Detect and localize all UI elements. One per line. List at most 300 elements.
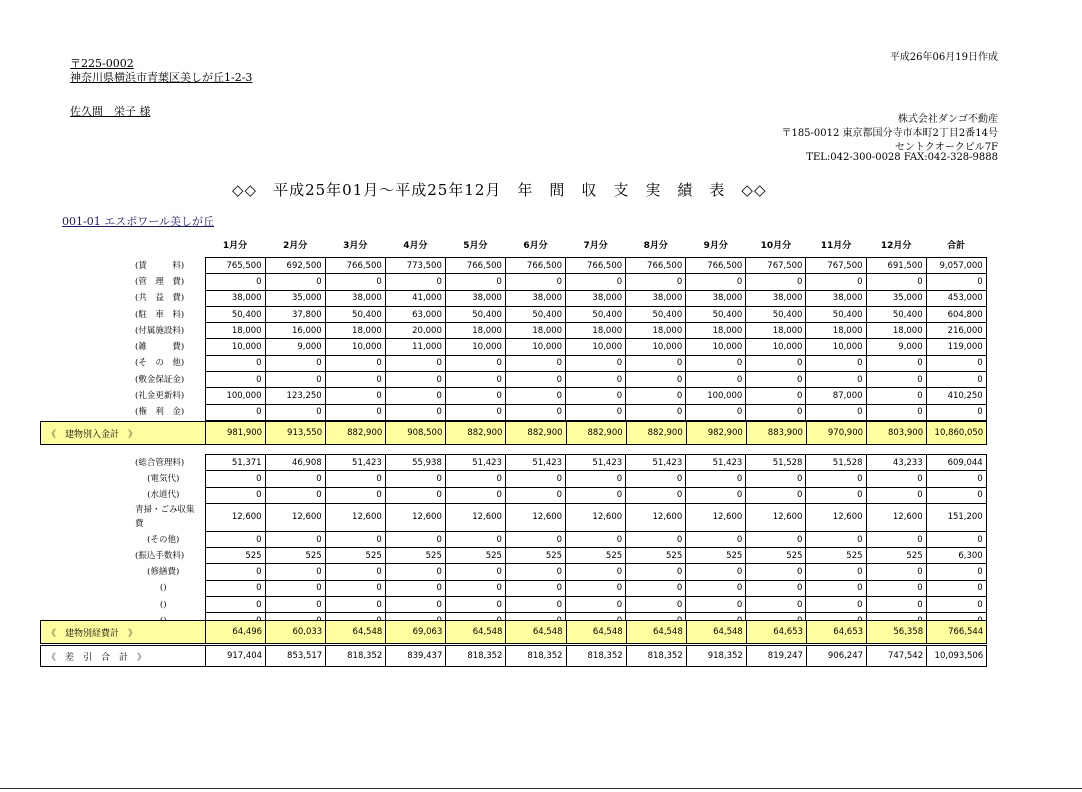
row-label: (共 益 費) — [135, 293, 185, 304]
value-cell: 18,000 — [746, 323, 806, 339]
value-cell: 12,600 — [866, 503, 926, 531]
report-title: ◇◇ 平成25年01月～平成25年12月 年 間 収 支 実 績 表 ◇◇ — [232, 181, 767, 199]
row-label: (電気代) — [147, 473, 180, 484]
value-cell: 0 — [445, 355, 505, 371]
value-cell: 0 — [866, 372, 926, 388]
value-cell: 0 — [445, 274, 505, 290]
value-cell: 18,000 — [325, 323, 385, 339]
table-row — [125, 487, 986, 503]
value-cell: 766,500 — [686, 258, 746, 274]
value-cell: 0 — [626, 274, 686, 290]
value-cell: 0 — [385, 531, 445, 547]
value-cell: 50,400 — [746, 306, 806, 322]
value-cell: 0 — [566, 274, 626, 290]
value-cell: 10,000 — [505, 339, 565, 355]
value-cell: 0 — [325, 531, 385, 547]
value-cell: 0 — [445, 580, 505, 596]
value-cell: 525 — [385, 548, 445, 564]
value-cell: 0 — [205, 597, 265, 613]
value-cell: 0 — [686, 404, 746, 420]
row-label: (権 利 金) — [135, 407, 185, 418]
value-cell: 151,200 — [926, 503, 986, 531]
value-cell: 12,600 — [445, 503, 505, 531]
value-cell: 100,000 — [205, 388, 265, 404]
table-row — [125, 531, 986, 547]
value-cell: 0 — [566, 471, 626, 487]
row-label: (総合管理料) — [135, 457, 185, 468]
value-cell: 0 — [686, 274, 746, 290]
total-value-cell: 56,358 — [867, 621, 927, 644]
value-cell: 51,528 — [746, 455, 806, 471]
table-row — [125, 471, 986, 487]
value-cell: 16,000 — [265, 323, 325, 339]
value-cell: 0 — [265, 404, 325, 420]
value-cell: 0 — [566, 355, 626, 371]
total-value-cell: 64,548 — [686, 621, 746, 644]
value-cell: 0 — [686, 372, 746, 388]
value-cell: 43,233 — [866, 455, 926, 471]
table-row — [125, 323, 986, 339]
value-cell: 0 — [746, 597, 806, 613]
value-cell: 0 — [505, 531, 565, 547]
value-cell: 0 — [566, 580, 626, 596]
total-value-cell: 818,352 — [446, 646, 506, 667]
table-row — [125, 339, 986, 355]
total-value-cell: 64,496 — [206, 621, 266, 644]
value-cell: 51,423 — [626, 455, 686, 471]
value-cell: 0 — [806, 355, 866, 371]
value-cell: 0 — [626, 597, 686, 613]
recipient-name: 佐久間 栄子 様 — [70, 105, 151, 118]
value-cell: 0 — [265, 580, 325, 596]
value-cell: 12,600 — [686, 503, 746, 531]
value-cell: 38,000 — [806, 290, 866, 306]
value-cell: 767,500 — [746, 258, 806, 274]
value-cell: 609,044 — [926, 455, 986, 471]
value-cell: 0 — [385, 274, 445, 290]
value-cell: 38,000 — [445, 290, 505, 306]
value-cell: 0 — [626, 564, 686, 580]
value-cell: 0 — [265, 372, 325, 388]
value-cell: 525 — [686, 548, 746, 564]
value-cell: 0 — [265, 274, 325, 290]
value-cell: 0 — [265, 471, 325, 487]
value-cell: 18,000 — [505, 323, 565, 339]
table-row — [125, 372, 986, 388]
row-label: (その他) — [147, 534, 180, 545]
value-cell: 38,000 — [746, 290, 806, 306]
value-cell: 0 — [566, 388, 626, 404]
row-label: (付属施設料) — [135, 325, 185, 336]
value-cell: 0 — [866, 597, 926, 613]
value-cell: 0 — [566, 372, 626, 388]
value-cell: 46,908 — [265, 455, 325, 471]
total-value-cell: 839,437 — [386, 646, 446, 667]
expense-total-row — [40, 620, 987, 644]
value-cell: 0 — [325, 372, 385, 388]
table-row — [125, 564, 986, 580]
value-cell: 0 — [626, 487, 686, 503]
value-cell: 691,500 — [866, 258, 926, 274]
row-label: (そ の 他) — [135, 358, 185, 369]
value-cell: 50,400 — [686, 306, 746, 322]
value-cell: 0 — [866, 531, 926, 547]
total-value-cell: 917,404 — [206, 646, 266, 667]
company-building: セントクオークビル7F — [894, 142, 998, 153]
total-label: 《 差 引 合 計 》 — [41, 646, 206, 667]
value-cell: 0 — [626, 372, 686, 388]
table-row — [125, 290, 986, 306]
value-cell: 18,000 — [205, 323, 265, 339]
value-cell: 0 — [265, 487, 325, 503]
total-value-cell: 803,900 — [867, 422, 927, 445]
total-value-cell: 853,517 — [266, 646, 326, 667]
value-cell: 50,400 — [505, 306, 565, 322]
value-cell: 0 — [566, 487, 626, 503]
value-cell: 50,400 — [806, 306, 866, 322]
value-cell: 0 — [746, 372, 806, 388]
value-cell: 0 — [566, 531, 626, 547]
value-cell: 0 — [626, 531, 686, 547]
page-bottom-line — [0, 788, 1082, 789]
total-value-cell: 982,900 — [686, 422, 746, 445]
total-value-cell: 882,900 — [446, 422, 506, 445]
value-cell: 0 — [325, 564, 385, 580]
value-cell: 51,423 — [566, 455, 626, 471]
value-cell: 0 — [626, 355, 686, 371]
value-cell: 0 — [385, 580, 445, 596]
total-value-cell: 64,548 — [446, 621, 506, 644]
value-cell: 0 — [746, 580, 806, 596]
value-cell: 0 — [205, 471, 265, 487]
value-cell: 0 — [505, 355, 565, 371]
date-created: 平成26年06月19日作成 — [889, 52, 998, 63]
value-cell: 0 — [265, 564, 325, 580]
net-total-row — [40, 645, 987, 667]
value-cell: 0 — [746, 388, 806, 404]
value-cell: 525 — [566, 548, 626, 564]
value-cell: 0 — [686, 531, 746, 547]
value-cell: 10,000 — [566, 339, 626, 355]
value-cell: 0 — [686, 580, 746, 596]
value-cell: 766,500 — [445, 258, 505, 274]
row-label: (賃 料) — [135, 260, 185, 271]
value-cell: 0 — [205, 372, 265, 388]
value-cell: 0 — [746, 487, 806, 503]
value-cell: 0 — [806, 471, 866, 487]
value-cell: 51,371 — [205, 455, 265, 471]
value-cell: 0 — [205, 355, 265, 371]
value-cell: 38,000 — [686, 290, 746, 306]
total-value-cell: 819,247 — [746, 646, 806, 667]
total-value-cell: 747,542 — [867, 646, 927, 667]
value-cell: 10,000 — [325, 339, 385, 355]
value-cell: 0 — [445, 531, 505, 547]
value-cell: 12,600 — [325, 503, 385, 531]
value-cell: 525 — [626, 548, 686, 564]
total-value-cell: 883,900 — [746, 422, 806, 445]
row-label: (修繕費) — [147, 567, 180, 578]
value-cell: 766,500 — [626, 258, 686, 274]
total-value-cell: 918,352 — [686, 646, 746, 667]
company-address: 〒185-0012 東京都国分寺市本町2丁目2番14号 — [781, 128, 998, 139]
value-cell: 0 — [686, 597, 746, 613]
expense-table — [125, 454, 987, 630]
value-cell: 10,000 — [205, 339, 265, 355]
value-cell: 0 — [505, 580, 565, 596]
value-cell: 87,000 — [806, 388, 866, 404]
total-value-cell: 10,093,506 — [927, 646, 987, 667]
table-row — [125, 355, 986, 371]
value-cell: 12,600 — [205, 503, 265, 531]
value-cell: 51,423 — [686, 455, 746, 471]
value-cell: 0 — [866, 487, 926, 503]
month-header-cell: 4月分 — [403, 241, 428, 251]
value-cell: 525 — [806, 548, 866, 564]
value-cell: 12,600 — [566, 503, 626, 531]
value-cell: 0 — [926, 531, 986, 547]
value-cell: 0 — [866, 404, 926, 420]
value-cell: 0 — [205, 531, 265, 547]
row-label: (水道代) — [147, 490, 180, 501]
value-cell: 9,057,000 — [926, 258, 986, 274]
value-cell: 0 — [385, 564, 445, 580]
value-cell: 10,000 — [626, 339, 686, 355]
income-total-row — [40, 421, 987, 445]
value-cell: 0 — [505, 274, 565, 290]
value-cell: 50,400 — [445, 306, 505, 322]
total-value-cell: 882,900 — [626, 422, 686, 445]
row-label: (雑 費) — [135, 342, 185, 353]
value-cell: 525 — [866, 548, 926, 564]
value-cell: 0 — [325, 388, 385, 404]
month-header-cell: 8月分 — [643, 241, 668, 251]
value-cell: 0 — [445, 564, 505, 580]
value-cell: 0 — [746, 531, 806, 547]
value-cell: 0 — [265, 355, 325, 371]
value-cell: 0 — [205, 274, 265, 290]
month-header — [205, 239, 986, 253]
total-value-cell: 906,247 — [806, 646, 866, 667]
value-cell: 0 — [445, 597, 505, 613]
month-header-cell: 9月分 — [703, 241, 728, 251]
value-cell: 100,000 — [686, 388, 746, 404]
value-cell: 525 — [445, 548, 505, 564]
value-cell: 0 — [926, 487, 986, 503]
value-cell: 0 — [866, 388, 926, 404]
value-cell: 123,250 — [265, 388, 325, 404]
month-header-cell: 合計 — [947, 241, 966, 251]
value-cell: 18,000 — [866, 323, 926, 339]
total-value-cell: 64,653 — [746, 621, 806, 644]
value-cell: 18,000 — [445, 323, 505, 339]
total-value-cell: 766,544 — [927, 621, 987, 644]
value-cell: 10,000 — [806, 339, 866, 355]
value-cell: 0 — [806, 274, 866, 290]
value-cell: 0 — [566, 564, 626, 580]
value-cell: 0 — [205, 404, 265, 420]
total-value-cell: 64,653 — [806, 621, 866, 644]
value-cell: 0 — [325, 471, 385, 487]
total-value-cell: 69,063 — [386, 621, 446, 644]
value-cell: 38,000 — [325, 290, 385, 306]
value-cell: 525 — [325, 548, 385, 564]
value-cell: 0 — [866, 564, 926, 580]
value-cell: 50,400 — [866, 306, 926, 322]
value-cell: 0 — [746, 564, 806, 580]
value-cell: 51,423 — [505, 455, 565, 471]
value-cell: 38,000 — [505, 290, 565, 306]
value-cell: 765,500 — [205, 258, 265, 274]
total-value-cell: 60,033 — [266, 621, 326, 644]
table-row — [125, 258, 986, 274]
value-cell: 50,400 — [205, 306, 265, 322]
month-header-cell: 6月分 — [523, 241, 548, 251]
table-row — [125, 548, 986, 564]
value-cell: 0 — [806, 597, 866, 613]
value-cell: 0 — [626, 471, 686, 487]
total-value-cell: 818,352 — [326, 646, 386, 667]
month-header-cell: 11月分 — [820, 241, 852, 251]
value-cell: 0 — [205, 580, 265, 596]
value-cell: 453,000 — [926, 290, 986, 306]
value-cell: 0 — [385, 487, 445, 503]
value-cell: 0 — [205, 564, 265, 580]
row-label: () — [159, 599, 167, 610]
company-name: 株式会社ダンゴ不動産 — [897, 114, 998, 125]
value-cell: 18,000 — [626, 323, 686, 339]
value-cell: 0 — [325, 580, 385, 596]
value-cell: 0 — [325, 404, 385, 420]
total-value-cell: 818,352 — [566, 646, 626, 667]
value-cell: 12,600 — [626, 503, 686, 531]
value-cell: 35,000 — [866, 290, 926, 306]
total-value-cell: 64,548 — [626, 621, 686, 644]
recipient-address: 神奈川県横浜市青葉区美しが丘1-2-3 — [70, 71, 253, 84]
total-value-cell: 818,352 — [626, 646, 686, 667]
total-label: 《 建物別入金計 》 — [41, 422, 206, 445]
value-cell: 216,000 — [926, 323, 986, 339]
value-cell: 0 — [806, 564, 866, 580]
value-cell: 0 — [926, 404, 986, 420]
value-cell: 0 — [505, 404, 565, 420]
value-cell: 55,938 — [385, 455, 445, 471]
value-cell: 0 — [385, 597, 445, 613]
value-cell: 0 — [265, 597, 325, 613]
value-cell: 0 — [505, 372, 565, 388]
value-cell: 0 — [746, 404, 806, 420]
total-label: 《 建物別経費計 》 — [41, 621, 206, 644]
table-row — [125, 580, 986, 596]
value-cell: 0 — [806, 531, 866, 547]
value-cell: 0 — [926, 355, 986, 371]
value-cell: 9,000 — [866, 339, 926, 355]
value-cell: 0 — [746, 355, 806, 371]
total-value-cell: 913,550 — [266, 422, 326, 445]
total-value-cell: 882,900 — [326, 422, 386, 445]
table-row — [125, 503, 986, 531]
value-cell: 766,500 — [505, 258, 565, 274]
row-label: (振込手数料) — [135, 550, 185, 561]
total-value-cell: 64,548 — [566, 621, 626, 644]
value-cell: 0 — [806, 404, 866, 420]
value-cell: 63,000 — [385, 306, 445, 322]
value-cell: 0 — [926, 580, 986, 596]
property-id: 001-01 エスポワール美しが丘 — [62, 215, 214, 228]
value-cell: 10,000 — [445, 339, 505, 355]
value-cell: 0 — [566, 404, 626, 420]
value-cell: 0 — [806, 487, 866, 503]
value-cell: 767,500 — [806, 258, 866, 274]
value-cell: 0 — [866, 355, 926, 371]
value-cell: 773,500 — [385, 258, 445, 274]
table-row — [125, 455, 986, 471]
total-value-cell: 882,900 — [506, 422, 566, 445]
total-value-cell: 64,548 — [506, 621, 566, 644]
value-cell: 766,500 — [566, 258, 626, 274]
value-cell: 0 — [385, 372, 445, 388]
value-cell: 525 — [505, 548, 565, 564]
recipient-postal: 〒225-0002 — [70, 57, 134, 70]
value-cell: 0 — [926, 274, 986, 290]
value-cell: 12,600 — [806, 503, 866, 531]
value-cell: 0 — [686, 471, 746, 487]
table-row — [125, 274, 986, 290]
value-cell: 0 — [626, 388, 686, 404]
total-value-cell: 882,900 — [566, 422, 626, 445]
income-table — [125, 257, 987, 421]
value-cell: 50,400 — [566, 306, 626, 322]
value-cell: 0 — [505, 471, 565, 487]
value-cell: 0 — [686, 564, 746, 580]
value-cell: 0 — [385, 471, 445, 487]
value-cell: 38,000 — [205, 290, 265, 306]
value-cell: 0 — [926, 471, 986, 487]
value-cell: 38,000 — [566, 290, 626, 306]
month-header-cell: 10月分 — [760, 241, 792, 251]
month-header-cell: 1月分 — [222, 241, 248, 251]
value-cell: 0 — [746, 274, 806, 290]
month-header-cell: 3月分 — [343, 241, 368, 251]
value-cell: 0 — [926, 597, 986, 613]
value-cell: 41,000 — [385, 290, 445, 306]
value-cell: 0 — [325, 487, 385, 503]
value-cell: 18,000 — [566, 323, 626, 339]
value-cell: 0 — [505, 564, 565, 580]
value-cell: 20,000 — [385, 323, 445, 339]
row-label: (敷金保証金) — [135, 374, 185, 385]
row-label: () — [159, 583, 167, 594]
value-cell: 0 — [866, 274, 926, 290]
value-cell: 0 — [566, 597, 626, 613]
table-row — [125, 388, 986, 404]
value-cell: 0 — [505, 487, 565, 503]
value-cell: 0 — [445, 471, 505, 487]
total-value-cell: 10,860,050 — [927, 422, 987, 445]
value-cell: 0 — [325, 355, 385, 371]
value-cell: 0 — [806, 580, 866, 596]
value-cell: 0 — [325, 597, 385, 613]
value-cell: 0 — [866, 580, 926, 596]
value-cell: 0 — [445, 404, 505, 420]
value-cell: 51,423 — [445, 455, 505, 471]
value-cell: 51,528 — [806, 455, 866, 471]
value-cell: 0 — [686, 355, 746, 371]
value-cell: 525 — [746, 548, 806, 564]
value-cell: 0 — [926, 564, 986, 580]
row-label: 青掃・ごみ収集費 — [135, 505, 195, 530]
table-row — [125, 404, 986, 420]
